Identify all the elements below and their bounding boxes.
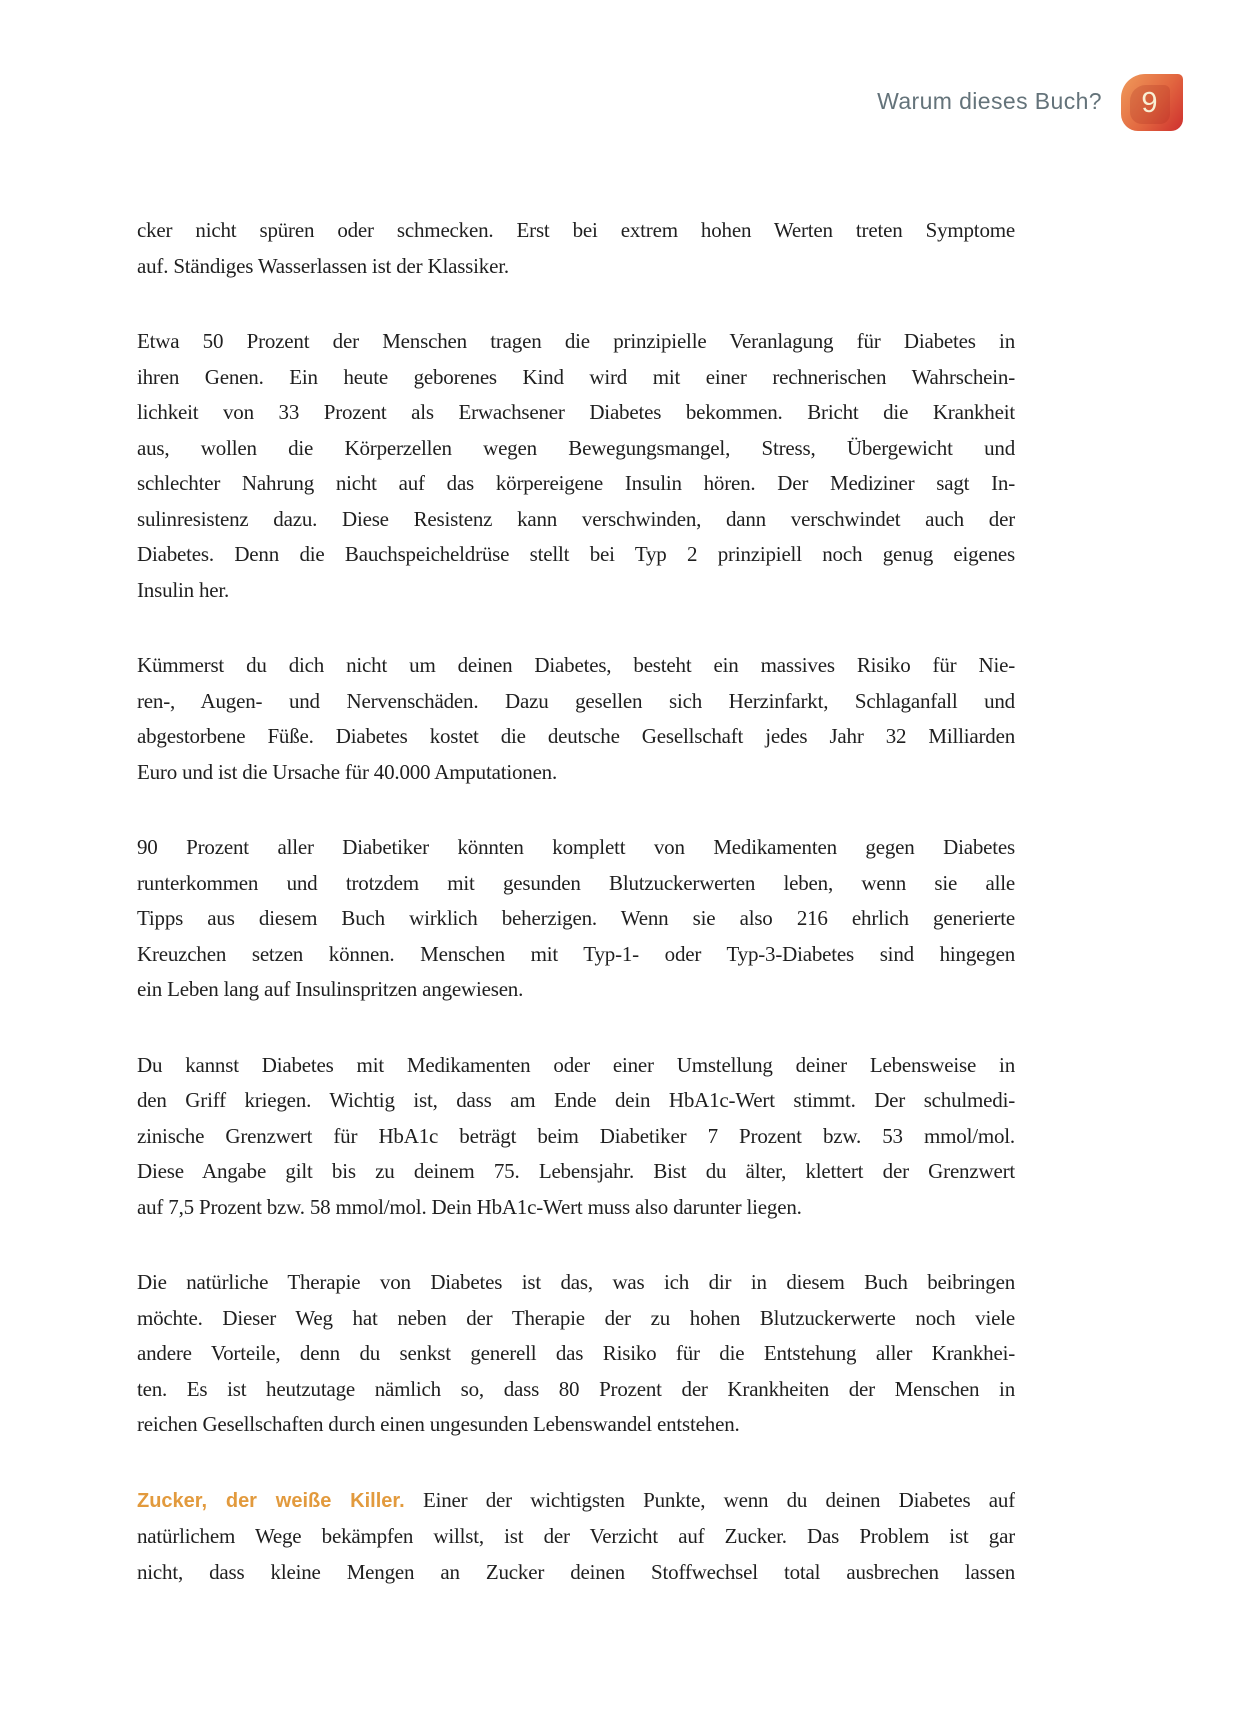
text-line: Die natürliche Therapie von Diabetes ist das, was ich dir in diesem Buch beibringen (137, 1270, 1015, 1294)
page-body (137, 213, 1015, 1630)
text-line: cker nicht spüren oder schmecken. Erst bei extrem hohen Werten treten Symptome (137, 218, 1015, 242)
text-line: Tipps aus diesem Buch wirklich beherzigen. Wenn sie also 216 ehrlich generierte (137, 906, 1015, 930)
text-line: den Griff kriegen. Wichtig ist, dass am Ende dein HbA1c-Wert stimmt. Der schulmedi- (137, 1088, 1015, 1112)
text-line: sulinresistenz dazu. Diese Resistenz kann verschwinden, dann verschwindet auch der (137, 506, 1015, 531)
text-line: ten. Es ist heutzutage nämlich so, dass 80 Prozent der Krankheiten der Menschen in (137, 1376, 1015, 1401)
text-line: lichkeit von 33 Prozent als Erwachsener Diabetes bekommen. Bricht die Krankheit (137, 400, 1015, 424)
paragraph (137, 830, 1015, 1008)
running-header-title: Warum dieses Buch? (877, 88, 1102, 114)
paragraph (137, 324, 1015, 608)
text-line: Diese Angabe gilt bis zu deinem 75. Lebensjahr. Bist du älter, klettert der Grenzwert (137, 1159, 1015, 1183)
paragraph (137, 1048, 1015, 1226)
text-line: auf. Ständiges Wasserlassen ist der Klassiker. (137, 253, 509, 278)
text-line: Zucker, der weiße Killer. Einer der wichtigsten Punkte, wenn du deinen Diabetes auf (137, 1487, 1015, 1512)
text-line: andere Vorteile, denn du senkst generell das Risiko für die Entstehung aller Krankhei- (137, 1341, 1015, 1365)
text-line: möchte. Dieser Weg hat neben der Therapie der zu hohen Blutzuckerwerte noch viele (137, 1305, 1015, 1330)
text-line: natürlichem Wege bekämpfen willst, ist der Verzicht auf Zucker. Das Problem ist gar (137, 1524, 1015, 1548)
paragraph (137, 1483, 1015, 1591)
text-line: Du kannst Diabetes mit Medikamenten oder einer Umstellung deiner Lebensweise in (137, 1052, 1015, 1077)
text-line: Insulin her. (137, 577, 230, 602)
text-line: auf 7,5 Prozent bzw. 58 mmol/mol. Dein HbA1c-Wert muss also darunter liegen. (137, 1194, 802, 1219)
text-line: abgestorbene Füße. Diabetes kostet die deutsche Gesellschaft jedes Jahr 32 Milliarden (137, 724, 1015, 748)
paragraph (137, 213, 1015, 284)
paragraph-lead-heading: Zucker, der weiße Killer. (137, 1489, 405, 1512)
text-line: Diabetes. Denn die Bauchspeicheldrüse stellt bei Typ 2 prinzipiell noch genug eigenes (137, 542, 1015, 566)
text-line: schlechter Nahrung nicht auf das körpereigene Insulin hören. Der Mediziner sagt In- (137, 471, 1015, 495)
text-line: Kümmerst du dich nicht um deinen Diabetes, besteht ein massives Risiko für Nie- (137, 653, 1015, 677)
text-line: 90 Prozent aller Diabetiker könnten komplett von Medikamenten gegen Diabetes (137, 835, 1015, 859)
text-line: aus, wollen die Körperzellen wegen Bewegungsmangel, Stress, Übergewicht und (137, 435, 1015, 460)
text-line: Kreuzchen setzen können. Menschen mit Typ-1- oder Typ-3-Diabetes sind hingegen (137, 941, 1015, 966)
text-line: reichen Gesellschaften durch einen ungesunden Lebenswandel entstehen. (137, 1412, 740, 1436)
page-number-badge (1121, 74, 1183, 131)
text-line: ein Leben lang auf Insulinspritzen angewiesen. (137, 977, 524, 1001)
paragraph (137, 1265, 1015, 1443)
text-line: ihren Genen. Ein heute geborenes Kind wird mit einer rechnerischen Wahrschein- (137, 364, 1015, 389)
text-line: Euro und ist die Ursache für 40.000 Amputationen. (137, 759, 558, 784)
paragraph (137, 648, 1015, 790)
page-number: 9 (1141, 86, 1158, 119)
text-line: ren-, Augen- und Nervenschäden. Dazu gesellen sich Herzinfarkt, Schlaganfall und (137, 688, 1015, 713)
text-line: Etwa 50 Prozent der Menschen tragen die prinzipielle Veranlagung für Diabetes in (137, 329, 1015, 353)
text-line: runterkommen und trotzdem mit gesunden Blutzuckerwerten leben, wenn sie alle (137, 870, 1015, 895)
text-line: nicht, dass kleine Mengen an Zucker deinen Stoffwechsel total ausbrechen lassen (137, 1559, 1015, 1584)
text-line: zinische Grenzwert für HbA1c beträgt beim Diabetiker 7 Prozent bzw. 53 mmol/mol. (137, 1123, 1015, 1148)
